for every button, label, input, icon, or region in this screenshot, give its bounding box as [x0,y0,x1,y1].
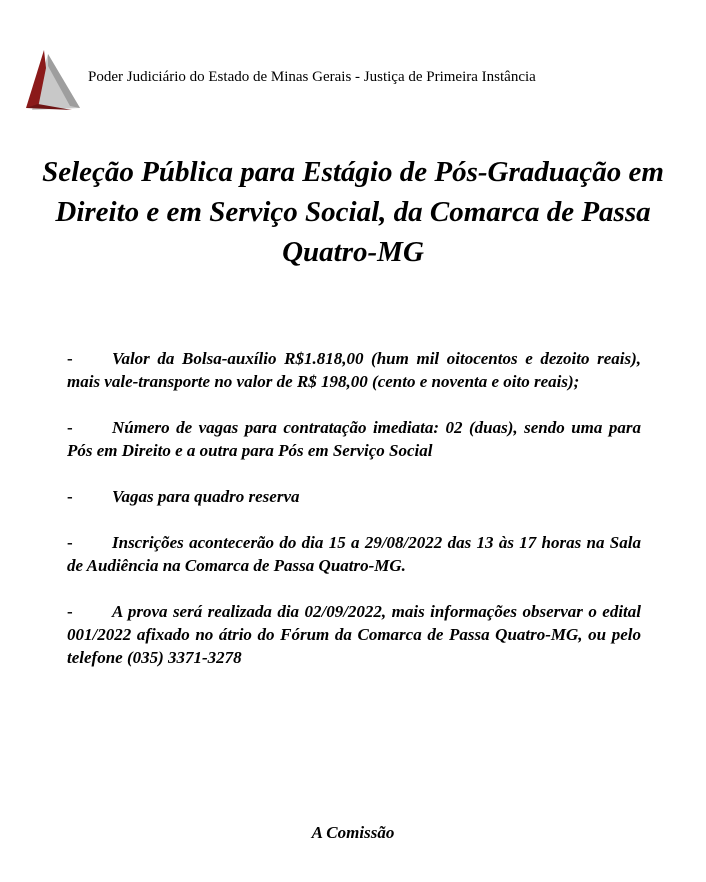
page-title: Seleção Pública para Estágio de Pós-Graduação em Direito e em Serviço Social, da Comarca de Passa Quatro-MG [42,156,664,268]
item-dash: - [67,487,73,506]
list-item [67,531,641,577]
item-dash: - [67,602,73,621]
list-item [67,600,641,669]
signature: A Comissão [311,823,395,842]
court-name: Poder Judiciário do Estado de Minas Gerais - Justiça de Primeira Instância [88,69,536,85]
info-list [67,330,641,692]
court-logo-icon [24,48,82,114]
item-text: Valor da Bolsa-auxílio R$1.818,00 (hum mil oitocentos e dezoito reais), mais vale-transporte no valor de R$ 198,00 (cento e noventa e oito reais); [67,349,641,391]
item-text: A prova será realizada dia 02/09/2022, mais informações observar o edital 001/2022 afixado no átrio do Fórum da Comarca de Passa Quatro-MG, ou pelo telefone (035) 3371-3278 [67,602,641,667]
list-item [67,416,641,462]
item-dash: - [67,533,73,552]
item-dash: - [67,349,73,368]
item-text: Número de vagas para contratação imediata: 02 (duas), sendo uma para Pós em Direito e a outra para Pós em Serviço Social [67,418,641,460]
list-item [67,347,641,393]
list-item [67,485,641,508]
item-text: Vagas para quadro reserva [112,487,300,506]
item-text: Inscrições acontecerão do dia 15 a 29/08/2022 das 13 às 17 horas na Sala de Audiência na Comarca de Passa Quatro-MG. [67,533,641,575]
page-header [24,48,684,114]
item-dash: - [67,418,73,437]
